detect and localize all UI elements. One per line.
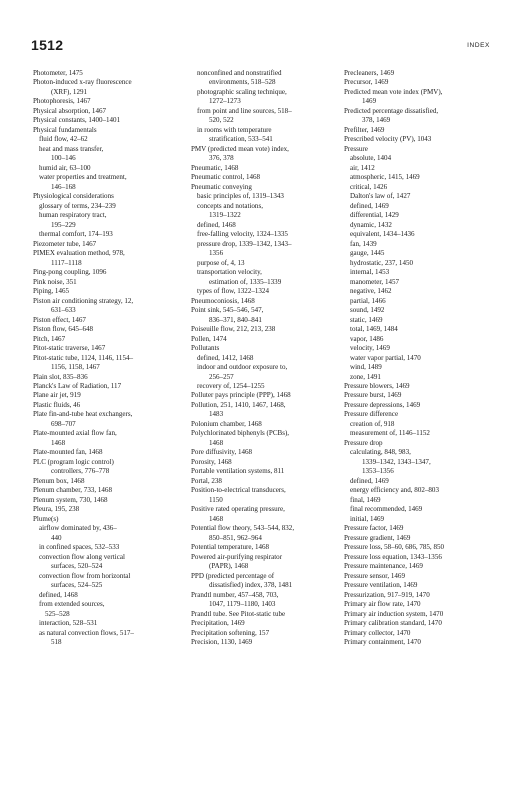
index-entry: Plate-mounted axial flow fan, — [33, 429, 117, 438]
index-entry: Predicted percentage dissatisfied, — [344, 106, 439, 115]
index-entry: Polonium chamber, 1468 — [191, 419, 262, 428]
index-subentry: measurement of, 1146–1152 — [350, 429, 430, 438]
index-subentry: vapor, 1486 — [350, 334, 384, 343]
index-entry: Potential flow theory, 543–544, 832, — [191, 524, 295, 533]
index-entry: PLC (program logic control) — [33, 457, 114, 466]
index-entry: Pressure depressions, 1469 — [344, 400, 421, 409]
index-subentry: 1468 — [209, 438, 224, 447]
index-subentry: 836–371, 840–841 — [209, 315, 262, 324]
index-subentry: defined, 1468 — [39, 590, 78, 599]
index-entry: Positive rated operating pressure, — [191, 505, 285, 514]
index-entry: Plane air jet, 919 — [33, 391, 81, 400]
index-entry: Pressure gradient, 1469 — [344, 533, 411, 542]
index-entry: Pressure maintenance, 1469 — [344, 562, 423, 571]
index-entry: Pollutants — [191, 344, 220, 353]
index-subentry: estimation of, 1335–1339 — [209, 277, 282, 286]
index-subentry: defined, 1469 — [350, 476, 389, 485]
index-subentry: 146–168 — [51, 182, 76, 191]
index-entry: Position-to-electrical transducers, — [191, 486, 286, 495]
index-subentry: energy efficiency and, 802–803 — [350, 486, 439, 495]
index-subentry: 1156, 1158, 1467 — [51, 363, 100, 372]
index-entry: Pressure loss equation, 1343–1356 — [344, 552, 442, 561]
index-subentry: from extended sources, — [39, 600, 105, 609]
index-entry: Physical fundamentals — [33, 125, 97, 134]
index-column-2 — [191, 69, 343, 648]
index-entry: Primary containment, 1470 — [344, 638, 421, 647]
index-subentry: total, 1469, 1484 — [350, 325, 398, 334]
index-subentry: humid air, 63–100 — [39, 163, 91, 172]
index-subentry: indoor and outdoor exposure to, — [197, 363, 288, 372]
index-subentry: differential, 1429 — [350, 211, 399, 220]
index-subentry: 518 — [51, 638, 62, 647]
index-entry: Pitch, 1467 — [33, 334, 66, 343]
index-subentry: calculating, 848, 983, — [350, 448, 411, 457]
index-subentry: 525–528 — [45, 609, 70, 618]
index-subentry: 520, 522 — [209, 116, 234, 125]
index-subentry: defined, 1468 — [197, 220, 236, 229]
index-subentry: interaction, 528–531 — [39, 619, 98, 628]
index-subentry: airflow dominated by, 436– — [39, 524, 117, 533]
index-subentry: from point and line sources, 518– — [197, 106, 292, 115]
index-subentry: convection flow along vertical — [39, 552, 125, 561]
index-subentry: transportation velocity, — [197, 268, 262, 277]
index-subentry: 1047, 1179–1180, 1403 — [209, 600, 276, 609]
index-subentry: Dalton's law of, 1427 — [350, 192, 411, 201]
index-entry: Plastic fluids, 46 — [33, 400, 81, 409]
index-subentry: heat and mass transfer, — [39, 144, 104, 153]
index-subentry: recovery of, 1254–1255 — [197, 381, 265, 390]
index-subentry: dissatisfied) index, 378, 1481 — [209, 581, 293, 590]
index-subentry: 195–229 — [51, 220, 76, 229]
index-entry: Photometer, 1475 — [33, 69, 83, 77]
index-entry: Primary calibration standard, 1470 — [344, 619, 442, 628]
index-subentry: fan, 1439 — [350, 239, 377, 248]
index-subentry: photographic scaling technique, — [197, 87, 287, 96]
index-subentry: in rooms with temperature — [197, 125, 272, 134]
index-subentry: air, 1412 — [350, 163, 375, 172]
index-entry: Piezometer tube, 1467 — [33, 239, 97, 248]
index-subentry: sound, 1492 — [350, 306, 385, 315]
index-entry: Pressure difference — [344, 410, 399, 419]
index-entry: Physical constants, 1400–1401 — [33, 116, 121, 125]
index-subentry: controllers, 776–778 — [51, 467, 110, 476]
index-entry: Pressure sensor, 1469 — [344, 571, 405, 580]
index-subentry: final, 1469 — [350, 495, 381, 504]
index-subentry: static, 1469 — [350, 315, 383, 324]
index-column-3 — [344, 69, 496, 648]
index-entry: Porosity, 1468 — [191, 457, 232, 466]
index-subentry: 1469 — [362, 97, 377, 106]
index-entry: Piston effect, 1467 — [33, 315, 86, 324]
index-subentry: 378, 1469 — [362, 116, 391, 125]
index-entry: Plenum chamber, 733, 1468 — [33, 486, 112, 495]
index-subentry: surfaces, 520–524 — [51, 562, 103, 571]
index-subentry: stratification, 533–541 — [209, 135, 273, 144]
index-entry: Predicted mean vote index (PMV), — [344, 87, 443, 96]
index-subentry: surfaces, 524–525 — [51, 581, 103, 590]
index-entry: Pink noise, 351 — [33, 277, 77, 286]
index-entry: Primary collector, 1470 — [344, 628, 411, 637]
index-subentry: 1483 — [209, 410, 224, 419]
index-subentry: atmospheric, 1415, 1469 — [350, 173, 420, 182]
index-entry: Pneumatic, 1468 — [191, 163, 239, 172]
index-entry: Ping-pong coupling, 1096 — [33, 268, 107, 277]
index-subentry: (XRF), 1291 — [51, 87, 88, 96]
index-entry: Plate fin-and-tube heat exchangers, — [33, 410, 133, 419]
index-column-1 — [33, 69, 185, 648]
index-entry: Pleura, 195, 238 — [33, 505, 80, 514]
index-subentry: basic principles of, 1319–1343 — [197, 192, 284, 201]
index-entry: PPD (predicted percentage of — [191, 571, 275, 580]
index-subentry: glossary of terms, 234–239 — [39, 201, 116, 210]
index-subentry: 698–707 — [51, 419, 76, 428]
index-subentry: internal, 1453 — [350, 268, 390, 277]
index-subentry: types of flow, 1322–1324 — [197, 287, 269, 296]
index-entry: Piston air conditioning strategy, 12, — [33, 296, 134, 305]
index-entry: Pressure ventilation, 1469 — [344, 581, 418, 590]
index-subentry: zone, 1491 — [350, 372, 381, 381]
index-entry: Pitot-static tube, 1124, 1146, 1154– — [33, 353, 134, 362]
index-subentry: 1272–1273 — [209, 97, 241, 106]
index-subentry: 1353–1356 — [362, 467, 394, 476]
index-subentry: 1468 — [209, 514, 224, 523]
index-entry: Pressure drop — [344, 438, 383, 447]
index-entry: Point sink, 545–546, 547, — [191, 306, 264, 315]
index-entry: Photon-induced x-ray fluorescence — [33, 78, 132, 87]
index-entry: Poiseuille flow, 212, 213, 238 — [191, 325, 276, 334]
index-entry: Piping, 1465 — [33, 287, 70, 296]
index-subentry: manometer, 1457 — [350, 277, 400, 286]
index-entry: Plain slot, 835–836 — [33, 372, 88, 381]
index-entry: Pneumoconiosis, 1468 — [191, 296, 255, 305]
index-subentry: wind, 1489 — [350, 363, 382, 372]
index-subentry: velocity, 1469 — [350, 344, 390, 353]
index-subentry: thermal comfort, 174–193 — [39, 230, 113, 239]
index-subentry: free-falling velocity, 1324–1335 — [197, 230, 288, 239]
index-subentry: gauge, 1445 — [350, 249, 385, 258]
index-entry: Physical absorption, 1467 — [33, 106, 107, 115]
index-entry: Prefilter, 1469 — [344, 125, 385, 134]
index-subentry: convection flow from horizontal — [39, 571, 131, 580]
index-subentry: (PAPR), 1468 — [209, 562, 249, 571]
index-entry: Planck's Law of Radiation, 117 — [33, 381, 122, 390]
index-entry: Portal, 238 — [191, 476, 222, 485]
index-subentry: 1339–1342, 1343–1347, — [362, 457, 431, 466]
index-entry: Precision, 1130, 1469 — [191, 638, 253, 647]
index-entry: Prescribed velocity (PV), 1043 — [344, 135, 432, 144]
index-subentry: purpose of, 4, 13 — [197, 258, 245, 267]
index-entry: Pore diffusivity, 1468 — [191, 448, 253, 457]
index-entry: PIMEX evaluation method, 978, — [33, 249, 125, 258]
index-subentry: 256–257 — [209, 372, 234, 381]
index-entry: Precleaners, 1469 — [344, 69, 395, 77]
index-entry: Pressure loss, 58–60, 686, 785, 850 — [344, 543, 445, 552]
index-entry: Pitot-static traverse, 1467 — [33, 344, 106, 353]
index-entry: Potential temperature, 1468 — [191, 543, 270, 552]
index-subentry: 1117–1118 — [51, 258, 82, 267]
index-subentry: 1150 — [209, 495, 223, 504]
index-entry: Primary air flow rate, 1470 — [344, 600, 421, 609]
index-entry: Pollution, 251, 1410, 1467, 1468, — [191, 400, 286, 409]
index-subentry: fluid flow, 42–62 — [39, 135, 88, 144]
index-subentry: in confined spaces, 532–533 — [39, 543, 120, 552]
index-entry: Plate-mounted fan, 1468 — [33, 448, 103, 457]
index-subentry: 1356 — [209, 249, 224, 258]
index-subentry: 850–851, 962–964 — [209, 533, 262, 542]
index-entry: Pneumatic control, 1468 — [191, 173, 261, 182]
index-entry: Portable ventilation systems, 811 — [191, 467, 285, 476]
index-entry: Polluter pays principle (PPP), 1468 — [191, 391, 291, 400]
index-entry: Powered air-purifying respirator — [191, 552, 283, 561]
index-entry: Primary air induction system, 1470 — [344, 609, 444, 618]
index-entry: Plume(s) — [33, 514, 59, 523]
index-entry: Precipitation, 1469 — [191, 619, 245, 628]
index-subentry: environments, 518–528 — [209, 78, 276, 87]
index-entry: PMV (predicted mean vote) index, — [191, 144, 289, 153]
index-entry: Pneumatic conveying — [191, 182, 252, 191]
index-entry: Pressure blowers, 1469 — [344, 381, 410, 390]
index-subentry: pressure drop, 1339–1342, 1343– — [197, 239, 292, 248]
index-subentry: 376, 378 — [209, 154, 234, 163]
index-subentry: 631–633 — [51, 306, 76, 315]
index-subentry: defined, 1412, 1468 — [197, 353, 254, 362]
index-subentry: concepts and notations, — [197, 201, 263, 210]
index-subentry: final recommended, 1469 — [350, 505, 423, 514]
index-subentry: equivalent, 1434–1436 — [350, 230, 415, 239]
index-entry: Pressure burst, 1469 — [344, 391, 402, 400]
index-subentry: 1468 — [51, 438, 66, 447]
index-subentry: human respiratory tract, — [39, 211, 107, 220]
page-number: 1512 — [31, 37, 64, 53]
index-subentry: dynamic, 1432 — [350, 220, 392, 229]
index-subentry: critical, 1426 — [350, 182, 388, 191]
index-entry: Polychlorinated biphenyls (PCBs), — [191, 429, 290, 438]
index-entry: Physiological considerations — [33, 192, 114, 201]
index-subentry: as natural convection flows, 517– — [39, 628, 134, 637]
index-subentry: water properties and treatment, — [39, 173, 127, 182]
index-subentry: water vapor partial, 1470 — [350, 353, 421, 362]
index-subentry: hydrostatic, 237, 1450 — [350, 258, 414, 267]
index-subentry: initial, 1469 — [350, 514, 385, 523]
index-subentry: nonconfined and nonstratified — [197, 69, 282, 77]
index-entry: Piston flow, 645–648 — [33, 325, 94, 334]
index-entry: Pressurization, 917–919, 1470 — [344, 590, 430, 599]
index-entry: Plenum box, 1468 — [33, 476, 85, 485]
index-subentry: defined, 1469 — [350, 201, 389, 210]
index-subentry: partial, 1466 — [350, 296, 386, 305]
index-entry: Pressure — [344, 144, 368, 153]
index-subentry: 100–146 — [51, 154, 76, 163]
index-entry: Pressure factor, 1469 — [344, 524, 404, 533]
index-entry: Prandtl number, 457–458, 703, — [191, 590, 279, 599]
running-head: INDEX — [467, 42, 490, 49]
index-entry: Precursor, 1469 — [344, 78, 389, 87]
index-subentry: 1319–1322 — [209, 211, 241, 220]
index-entry: Photophoresis, 1467 — [33, 97, 91, 106]
index-subentry: creation of, 918 — [350, 419, 395, 428]
index-entry: Prandtl tube. See Pitot-static tube — [191, 609, 286, 618]
index-subentry: absolute, 1404 — [350, 154, 392, 163]
index-subentry: negative, 1462 — [350, 287, 392, 296]
index-entry: Pollen, 1474 — [191, 334, 227, 343]
index-subentry: 440 — [51, 533, 62, 542]
index-entry: Precipitation softening, 157 — [191, 628, 270, 637]
index-entry: Plenum system, 730, 1468 — [33, 495, 108, 504]
